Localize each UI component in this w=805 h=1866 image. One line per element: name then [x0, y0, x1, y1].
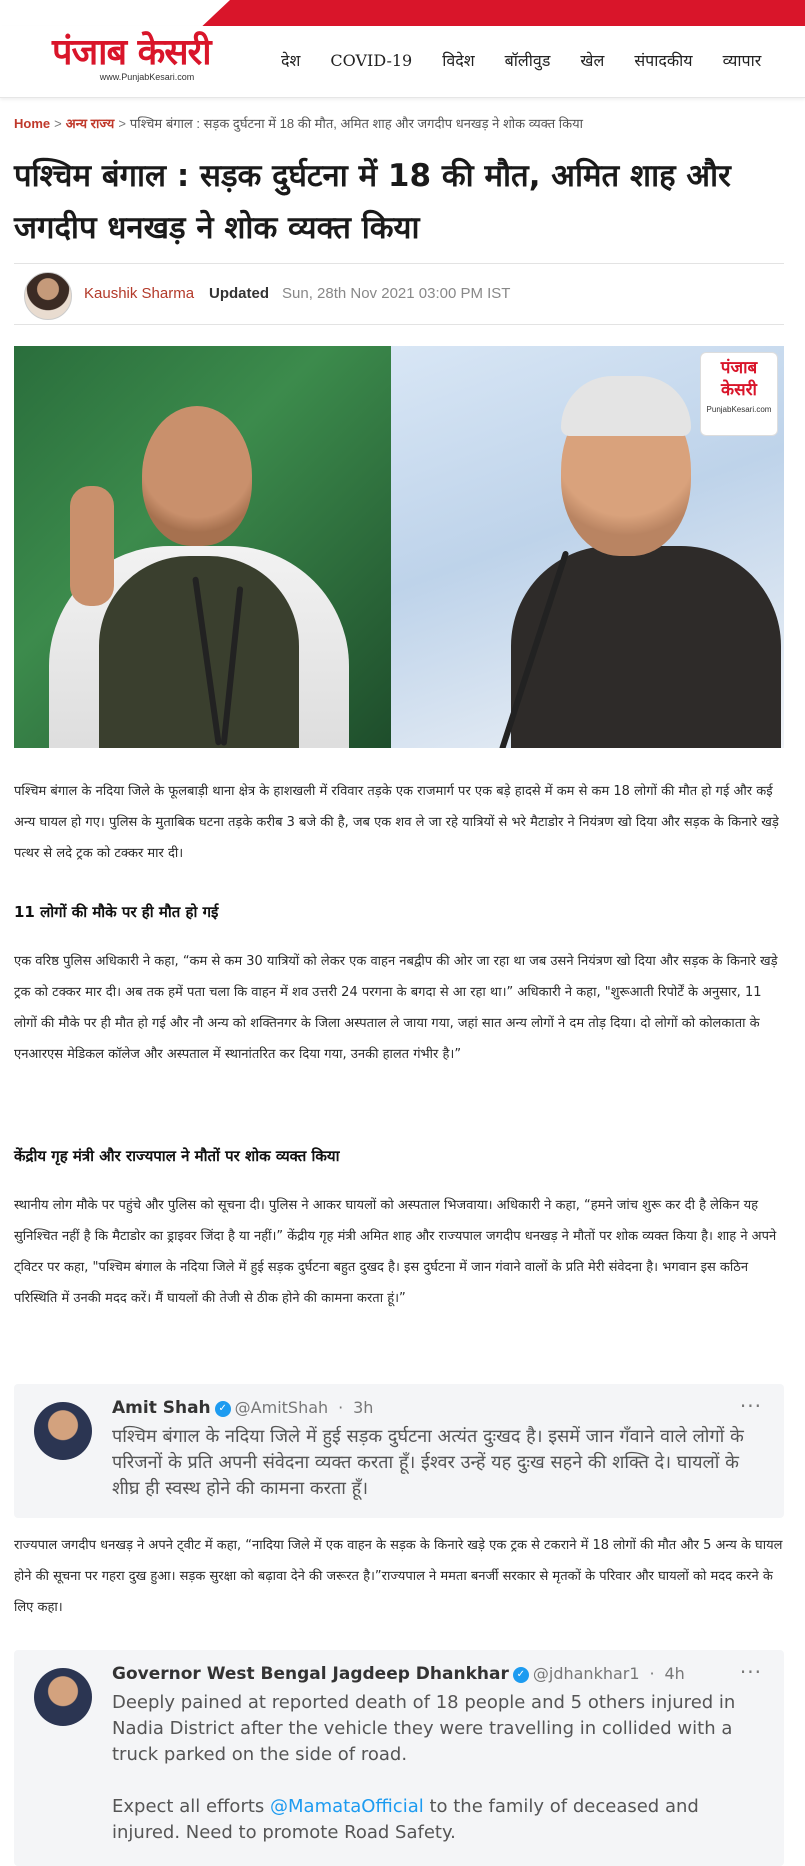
article-paragraph-1: पश्चिम बंगाल के नदिया जिले के फूलबाड़ी थाना क्षेत्र के हाशखली में रविवार तड़के एक राजमार्ग पर एक बड़े हादसे में कम से कम 18 लोगों की मौत हो गई और कई अन्य घायल हो गए। पुलिस के मुताबिक घटना तड़के करीब 3 बजे की है, जब एक शव ले जा रहे यात्रियों से भरे मैटाडोर ने नियंत्रण खो दिया और सड़क के किनारे खड़े पत्थर से लदे ट्रक को टक्कर मार दी। — [14, 784, 779, 861]
verified-badge-icon: ✓ — [215, 1401, 231, 1417]
nav-item-covid[interactable]: COVID-19 — [330, 51, 413, 70]
tweet-author-name[interactable]: Amit Shah — [112, 1398, 211, 1418]
site-logo[interactable] — [52, 32, 242, 92]
tweet-text: पश्चिम बंगाल के नदिया जिले में हुई सड़क दुर्घटना अत्यंत दुःखद है। इसमें जान गँवाने वाले लोगों के परिजनों के प्रति अपनी संवेदना व्यक्त करता हूँ। ईश्वर उन्हें यह दुःख सहने की शक्ति दे। घायलों के शीघ्र ही स्वस्थ होने की कामना करता हूँ। — [112, 1426, 744, 1499]
nav-item-desh[interactable]: देश — [281, 51, 301, 70]
tweet-text-line-1: Deeply pained at reported death of 18 people and 5 others injured in Nadia District after the vehicle they were travelling in collided with a truck parked on the side of road. — [112, 1692, 736, 1765]
more-horizontal-icon[interactable]: ··· — [739, 1394, 762, 1418]
article-meta — [14, 263, 784, 325]
person-right-body — [511, 546, 781, 748]
article-headline: पश्चिम बंगाल : सड़क दुर्घटना में 18 की मौत, अमित शाह और जगदीप धनखड़ ने शोक व्यक्त किया — [14, 158, 731, 246]
nav-item-bollywood[interactable]: बॉलीवुड — [504, 51, 551, 70]
article-hero-image — [14, 346, 784, 748]
nav-item-vyapar[interactable]: व्यापार — [722, 51, 762, 70]
tweet-avatar[interactable] — [34, 1668, 92, 1726]
top-red-bar — [0, 0, 805, 26]
breadcrumb-home[interactable]: Home — [14, 116, 51, 131]
tweet-text-prefix: Expect all efforts — [112, 1796, 271, 1817]
tweet-text — [112, 1690, 772, 1846]
tweet-separator: · — [649, 1664, 655, 1683]
article-paragraph-2: एक वरिष्ठ पुलिस अधिकारी ने कहा, “कम से कम 30 यात्रियों को लेकर एक वाहन नबद्वीप की ओर जा रहा था जब उसने नियंत्रण खो दिया और सड़क के किनारे खड़े ट्रक को टक्कर मार दी। अब तक हमें पता चला कि वाहन में शव उत्तरी 24 परगना के बगदा से आ रहा था।” अधिकारी ने कहा, "शुरूआती रिपोर्टें के अनुसार, 11 लोगों की मौके पर ही मौत हो गई और नौ अन्य को शक्तिनगर के जिला अस्पताल ले जाया गया, जहां सात अन्य लोगों ने दम तोड़ दिया। दो लोगों को कोलकाता के एनआरएस मेडिकल कॉलेज और अस्पताल में स्थानांतरित कर दिया गया, उनकी हालत गंभीर है।” — [14, 954, 778, 1062]
tweet-author-line — [112, 1664, 685, 1684]
breadcrumb-section[interactable]: अन्य राज्य — [65, 116, 115, 131]
breadcrumb — [14, 114, 583, 132]
tweet-author-line — [112, 1398, 373, 1418]
site-header — [0, 26, 805, 98]
hero-left-photo — [14, 346, 391, 748]
nav-item-videsh[interactable]: विदेश — [442, 51, 475, 70]
nav-item-khel[interactable]: खेल — [580, 51, 605, 70]
updated-label: Updated — [209, 285, 269, 302]
article-paragraph-4: राज्यपाल जगदीप धनखड़ ने अपने ट्वीट में कहा, “नादिया जिले में एक वाहन के सड़क के किनारे खड़े एक ट्रक से टकराने में 18 लोगों की मौत और 5 अन्य के घायल होने की सूचना पर गहरा दुख हुआ। सड़क सुरक्षा को बढ़ावा देने की जरूरत है।”राज्यपाल ने ममता बनर्जी सरकार से मृतकों के परिवार और घायलों को मदद करने के लिए कहा। — [14, 1538, 783, 1615]
tweet-avatar[interactable] — [34, 1402, 92, 1460]
embedded-tweet-governor[interactable] — [14, 1650, 784, 1866]
author-avatar[interactable] — [24, 272, 72, 320]
more-horizontal-icon[interactable]: ··· — [739, 1660, 762, 1684]
person-left-hand — [70, 486, 114, 606]
verified-badge-icon: ✓ — [513, 1667, 529, 1683]
image-watermark-logo — [700, 352, 778, 436]
embedded-tweet-amit-shah[interactable] — [14, 1384, 784, 1518]
tweet-handle[interactable]: @AmitShah — [234, 1398, 329, 1417]
watermark-logo-text: पंजाब केसरी — [720, 358, 758, 400]
tweet-author-name[interactable]: Governor West Bengal Jagdeep Dhankhar — [112, 1664, 509, 1684]
top-bar-white-cut — [0, 0, 230, 26]
logo-text: पंजाब केसरी — [52, 32, 211, 73]
breadcrumb-separator: > — [54, 116, 62, 131]
article-subhead-2: केंद्रीय गृह मंत्री और राज्यपाल ने मौतों पर शोक व्यक्त किया — [14, 1147, 340, 1165]
breadcrumb-current: पश्चिम बंगाल : सड़क दुर्घटना में 18 की मौत, अमित शाह और जगदीप धनखड़ ने शोक व्यक्त किया — [129, 116, 583, 131]
article-subhead-1: 11 लोगों की मौके पर ही मौत हो गई — [14, 903, 219, 921]
tweet-mention-link[interactable]: @MamataOfficial — [270, 1796, 424, 1817]
updated-time: Sun, 28th Nov 2021 03:00 PM IST — [282, 285, 511, 302]
hero-right-photo — [391, 346, 784, 748]
person-left-head — [142, 406, 252, 546]
tweet-time[interactable]: 4h — [664, 1664, 685, 1683]
tweet-time[interactable]: 3h — [353, 1398, 374, 1417]
tweet-text-suffix: to the family of deceased and injured. Need to promote Road Safety. — [112, 1796, 699, 1843]
tweet-separator: · — [338, 1398, 344, 1417]
tweet-text-line-2 — [112, 1794, 772, 1846]
logo-url: www.PunjabKesari.com — [99, 72, 195, 82]
author-name[interactable]: Kaushik Sharma — [84, 285, 195, 302]
person-right-hair — [561, 376, 691, 436]
tweet-handle[interactable]: @jdhankhar1 — [532, 1664, 640, 1683]
nav-item-sampadakiya[interactable]: संपादकीय — [634, 51, 693, 70]
article-paragraph-3: स्थानीय लोग मौके पर पहुंचे और पुलिस को सूचना दी। पुलिस ने आकर घायलों को अस्पताल भिजवाया। अधिकारी ने कहा, “हमने जांच शुरू कर दी है लेकिन यह सुनिश्चित नहीं है कि मैटाडोर का ड्राइवर जिंदा है या नहीं।” केंद्रीय गृह मंत्री अमित शाह और राज्यपाल जगदीप धनखड़ ने मौतों पर शोक व्यक्त किया है। शाह ने अपने ट्विटर पर कहा, "पश्चिम बंगाल के नदिया जिले में हुई सड़क दुर्घटना बहुत दुखद है। इस दुर्घटना में जान गंवाने वालों के प्रति मेरी संवेदना है। भगवान इस कठिन परिस्थिति में उनकी मदद करें। मैं घायलों की तेजी से ठीक होने की कामना करता हूं।” — [14, 1198, 777, 1306]
watermark-url: PunjabKesari.com — [706, 405, 772, 414]
breadcrumb-separator: > — [118, 116, 126, 131]
main-nav — [266, 46, 776, 76]
